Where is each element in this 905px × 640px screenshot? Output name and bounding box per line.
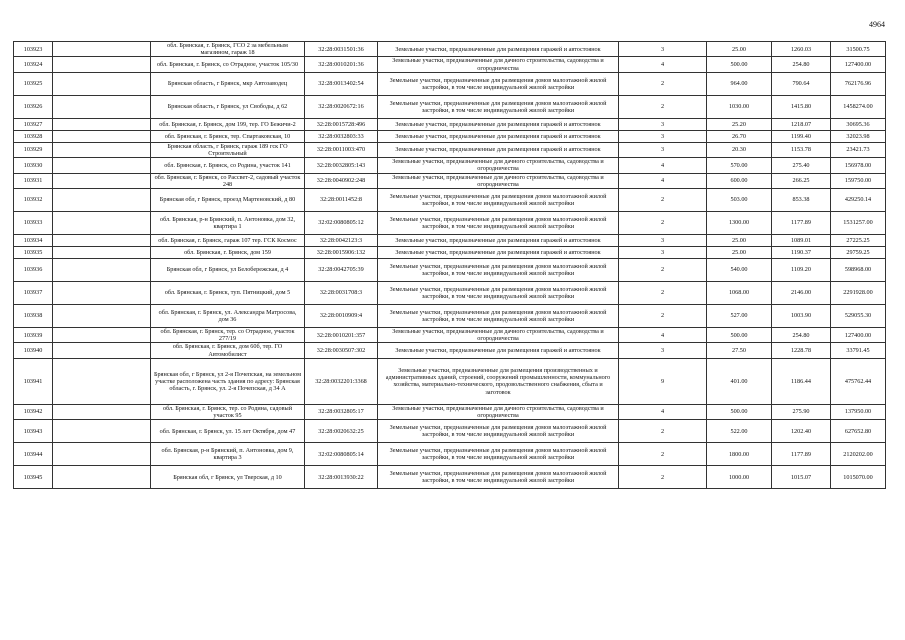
table-row bbox=[14, 42, 886, 57]
table-row bbox=[14, 158, 886, 173]
address-cell: обл. Брянская, г. Брянск, дом 159 bbox=[151, 247, 305, 259]
land-use-purpose-cell: Земельные участки, предназначенные для дачного строительства, садоводства и огородничества bbox=[378, 404, 619, 419]
group-number-cell: 2 bbox=[619, 189, 707, 212]
area-cell: 503.00 bbox=[707, 189, 772, 212]
address-cell: обл. Брянская, г. Брянск, со Родина, участок 141 bbox=[151, 158, 305, 173]
blank-cell bbox=[53, 57, 151, 72]
blank-cell bbox=[53, 95, 151, 118]
cadastral-value-cell: 27225.25 bbox=[831, 235, 886, 247]
area-cell: 20.30 bbox=[707, 142, 772, 157]
address-cell: Брянская область, г Брянск, ул Свободы, д 62 bbox=[151, 95, 305, 118]
group-number-cell: 2 bbox=[619, 420, 707, 443]
land-use-purpose-cell: Земельные участки, предназначенные для размещения домов малоэтажной жилой застройки, в том числе индивидуальной жилой застройки bbox=[378, 189, 619, 212]
group-number-cell: 2 bbox=[619, 443, 707, 466]
cadastral-value-cell: 429250.14 bbox=[831, 189, 886, 212]
blank-cell bbox=[53, 235, 151, 247]
cadastral-number-cell: 32:28:0032803:33 bbox=[305, 130, 378, 142]
group-number-cell: 4 bbox=[619, 158, 707, 173]
cadastral-number-cell: 32:28:0010201:357 bbox=[305, 328, 378, 343]
row-id: 103928 bbox=[14, 130, 53, 142]
cadastral-value-cell: 475762.44 bbox=[831, 358, 886, 404]
cadastral-value-cell: 29759.25 bbox=[831, 247, 886, 259]
specific-value-cell: 266.25 bbox=[772, 173, 831, 188]
specific-value-cell: 1218.07 bbox=[772, 118, 831, 130]
blank-cell bbox=[53, 158, 151, 173]
land-use-purpose-cell: Земельные участки, предназначенные для размещения домов малоэтажной жилой застройки, в том числе индивидуальной жилой застройки bbox=[378, 305, 619, 328]
area-cell: 27.50 bbox=[707, 343, 772, 358]
address-cell: Брянская обл, г Брянск, проезд Мартеновский, д 80 bbox=[151, 189, 305, 212]
area-cell: 401.00 bbox=[707, 358, 772, 404]
land-use-purpose-cell: Земельные участки, предназначенные для размещения домов малоэтажной жилой застройки, в том числе индивидуальной жилой застройки bbox=[378, 212, 619, 235]
group-number-cell: 3 bbox=[619, 235, 707, 247]
cadastral-value-cell: 2291928.00 bbox=[831, 282, 886, 305]
cadastral-number-cell: 32:28:0042705:39 bbox=[305, 259, 378, 282]
cadastral-number-cell: 32:28:0010909:4 bbox=[305, 305, 378, 328]
blank-cell bbox=[53, 142, 151, 157]
group-number-cell: 9 bbox=[619, 358, 707, 404]
cadastral-number-cell: 32:28:0013930:22 bbox=[305, 466, 378, 489]
land-use-purpose-cell: Земельные участки, предназначенные для дачного строительства, садоводства и огородничества bbox=[378, 173, 619, 188]
cadastral-value-cell: 159750.00 bbox=[831, 173, 886, 188]
group-number-cell: 2 bbox=[619, 95, 707, 118]
address-cell: обл. Брянская, г. Брянск, тер. со Отрадное, участок 277/19 bbox=[151, 328, 305, 343]
area-cell: 570.00 bbox=[707, 158, 772, 173]
table-row bbox=[14, 443, 886, 466]
group-number-cell: 4 bbox=[619, 328, 707, 343]
area-cell: 500.00 bbox=[707, 404, 772, 419]
area-cell: 25.00 bbox=[707, 235, 772, 247]
land-use-purpose-cell: Земельные участки, предназначенные для размещения домов малоэтажной жилой застройки, в том числе индивидуальной жилой застройки bbox=[378, 259, 619, 282]
blank-cell bbox=[53, 118, 151, 130]
row-id: 103944 bbox=[14, 443, 53, 466]
specific-value-cell: 1089.01 bbox=[772, 235, 831, 247]
land-use-purpose-cell: Земельные участки, предназначенные для размещения домов малоэтажной жилой застройки, в том числе индивидуальной жилой застройки bbox=[378, 443, 619, 466]
blank-cell bbox=[53, 282, 151, 305]
blank-cell bbox=[53, 343, 151, 358]
specific-value-cell: 1190.37 bbox=[772, 247, 831, 259]
address-cell: Брянская обл, г Брянск, ул Белобережская, д 4 bbox=[151, 259, 305, 282]
row-id: 103924 bbox=[14, 57, 53, 72]
specific-value-cell: 1177.89 bbox=[772, 443, 831, 466]
specific-value-cell: 254.80 bbox=[772, 328, 831, 343]
area-cell: 26.70 bbox=[707, 130, 772, 142]
cadastral-value-cell: 31500.75 bbox=[831, 42, 886, 57]
cadastral-number-cell: 32:28:0015906:132 bbox=[305, 247, 378, 259]
land-use-purpose-cell: Земельные участки, предназначенные для размещения домов малоэтажной жилой застройки, в том числе индивидуальной жилой застройки bbox=[378, 420, 619, 443]
table-row bbox=[14, 212, 886, 235]
address-cell: обл. Брянская, г. Брянск, гараж 107 тер. ГСК Космос bbox=[151, 235, 305, 247]
specific-value-cell: 1260.03 bbox=[772, 42, 831, 57]
address-cell: Брянская область, г Брянск, мкр Автозаводец bbox=[151, 72, 305, 95]
group-number-cell: 2 bbox=[619, 466, 707, 489]
blank-cell bbox=[53, 443, 151, 466]
blank-cell bbox=[53, 466, 151, 489]
cadastral-value-cell: 127400.00 bbox=[831, 328, 886, 343]
table-body bbox=[14, 42, 886, 489]
table-row bbox=[14, 189, 886, 212]
group-number-cell: 2 bbox=[619, 72, 707, 95]
land-use-purpose-cell: Земельные участки, предназначенные для размещения домов малоэтажной жилой застройки, в том числе индивидуальной жилой застройки bbox=[378, 95, 619, 118]
address-cell: Брянская область, г Брянск, гараж 189 гск ГО Строительный bbox=[151, 142, 305, 157]
group-number-cell: 3 bbox=[619, 142, 707, 157]
table-row bbox=[14, 282, 886, 305]
row-id: 103937 bbox=[14, 282, 53, 305]
specific-value-cell: 254.80 bbox=[772, 57, 831, 72]
table-row bbox=[14, 328, 886, 343]
group-number-cell: 4 bbox=[619, 173, 707, 188]
cadastral-value-cell: 529055.30 bbox=[831, 305, 886, 328]
blank-cell bbox=[53, 189, 151, 212]
area-cell: 25.20 bbox=[707, 118, 772, 130]
cadastral-value-cell: 2120202.00 bbox=[831, 443, 886, 466]
blank-cell bbox=[53, 259, 151, 282]
row-id: 103925 bbox=[14, 72, 53, 95]
specific-value-cell: 1415.80 bbox=[772, 95, 831, 118]
group-number-cell: 3 bbox=[619, 343, 707, 358]
area-cell: 1800.00 bbox=[707, 443, 772, 466]
address-cell: обл. Брянская, г. Брянск, дом 60б, тер. ГО Автомобилист bbox=[151, 343, 305, 358]
row-id: 103935 bbox=[14, 247, 53, 259]
blank-cell bbox=[53, 420, 151, 443]
area-cell: 1068.00 bbox=[707, 282, 772, 305]
table-row bbox=[14, 343, 886, 358]
cadastral-value-cell: 1015070.00 bbox=[831, 466, 886, 489]
cadastral-number-cell: 32:02:0080805:14 bbox=[305, 443, 378, 466]
cadastral-number-cell: 32:28:0020632:25 bbox=[305, 420, 378, 443]
row-id: 103932 bbox=[14, 189, 53, 212]
row-id: 103938 bbox=[14, 305, 53, 328]
address-cell: обл. Брянская, р-н Брянский, п. Антоновка, дом 32, квартира 1 bbox=[151, 212, 305, 235]
blank-cell bbox=[53, 328, 151, 343]
blank-cell bbox=[53, 42, 151, 57]
group-number-cell: 4 bbox=[619, 57, 707, 72]
specific-value-cell: 1003.90 bbox=[772, 305, 831, 328]
row-id: 103930 bbox=[14, 158, 53, 173]
address-cell: обл. Брянская, г. Брянск, ул. Александра Матросова, дом 36 bbox=[151, 305, 305, 328]
area-cell: 25.00 bbox=[707, 247, 772, 259]
blank-cell bbox=[53, 404, 151, 419]
specific-value-cell: 1177.89 bbox=[772, 212, 831, 235]
table-row bbox=[14, 358, 886, 404]
cadastral-value-cell: 1531257.00 bbox=[831, 212, 886, 235]
specific-value-cell: 1202.40 bbox=[772, 420, 831, 443]
area-cell: 1030.00 bbox=[707, 95, 772, 118]
cadastral-number-cell: 32:28:0040902:248 bbox=[305, 173, 378, 188]
specific-value-cell: 853.38 bbox=[772, 189, 831, 212]
cadastral-number-cell: 32:28:0032201:3368 bbox=[305, 358, 378, 404]
cadastral-number-cell: 32:28:0032805:17 bbox=[305, 404, 378, 419]
group-number-cell: 2 bbox=[619, 305, 707, 328]
land-use-purpose-cell: Земельные участки, предназначенные для размещения гаражей и автостоянок bbox=[378, 235, 619, 247]
cadastral-number-cell: 32:28:0013402:54 bbox=[305, 72, 378, 95]
land-use-purpose-cell: Земельные участки, предназначенные для размещения домов малоэтажной жилой застройки, в том числе индивидуальной жилой застройки bbox=[378, 282, 619, 305]
land-use-purpose-cell: Земельные участки, предназначенные для дачного строительства, садоводства и огородничества bbox=[378, 57, 619, 72]
cadastral-value-cell: 127400.00 bbox=[831, 57, 886, 72]
row-id: 103929 bbox=[14, 142, 53, 157]
group-number-cell: 2 bbox=[619, 212, 707, 235]
registry-table bbox=[13, 41, 886, 489]
row-id: 103945 bbox=[14, 466, 53, 489]
group-number-cell: 4 bbox=[619, 404, 707, 419]
row-id: 103942 bbox=[14, 404, 53, 419]
cadastral-value-cell: 762176.96 bbox=[831, 72, 886, 95]
table-row bbox=[14, 118, 886, 130]
row-id: 103926 bbox=[14, 95, 53, 118]
table-row bbox=[14, 420, 886, 443]
group-number-cell: 3 bbox=[619, 247, 707, 259]
table-row bbox=[14, 404, 886, 419]
specific-value-cell: 790.64 bbox=[772, 72, 831, 95]
land-use-purpose-cell: Земельные участки, предназначенные для размещения домов малоэтажной жилой застройки, в том числе индивидуальной жилой застройки bbox=[378, 72, 619, 95]
land-use-purpose-cell: Земельные участки, предназначенные для размещения гаражей и автостоянок bbox=[378, 247, 619, 259]
cadastral-value-cell: 33791.45 bbox=[831, 343, 886, 358]
row-id: 103941 bbox=[14, 358, 53, 404]
address-cell: обл. Брянская, г. Брянск, ул. 15 лет Октября, дом 47 bbox=[151, 420, 305, 443]
specific-value-cell: 275.40 bbox=[772, 158, 831, 173]
area-cell: 500.00 bbox=[707, 328, 772, 343]
address-cell: обл. Брянская, г. Брянск, со Рассвет-2, садовый участок 248 bbox=[151, 173, 305, 188]
cadastral-number-cell: 32:28:0010201:36 bbox=[305, 57, 378, 72]
cadastral-number-cell: 32:02:0080805:12 bbox=[305, 212, 378, 235]
land-use-purpose-cell: Земельные участки, предназначенные для размещения гаражей и автостоянок bbox=[378, 343, 619, 358]
blank-cell bbox=[53, 173, 151, 188]
blank-cell bbox=[53, 305, 151, 328]
area-cell: 600.00 bbox=[707, 173, 772, 188]
specific-value-cell: 1153.78 bbox=[772, 142, 831, 157]
group-number-cell: 3 bbox=[619, 130, 707, 142]
cadastral-value-cell: 137950.00 bbox=[831, 404, 886, 419]
blank-cell bbox=[53, 212, 151, 235]
table-row bbox=[14, 259, 886, 282]
table-row bbox=[14, 95, 886, 118]
area-cell: 964.00 bbox=[707, 72, 772, 95]
address-cell: обл. Брянская, р-н Брянский, п. Антоновка, дом 9, квартира 3 bbox=[151, 443, 305, 466]
area-cell: 1000.00 bbox=[707, 466, 772, 489]
row-id: 103933 bbox=[14, 212, 53, 235]
row-id: 103927 bbox=[14, 118, 53, 130]
land-use-purpose-cell: Земельные участки, предназначенные для дачного строительства, садоводства и огородничества bbox=[378, 328, 619, 343]
specific-value-cell: 1109.20 bbox=[772, 259, 831, 282]
page-number: 4964 bbox=[869, 20, 885, 29]
table-row bbox=[14, 142, 886, 157]
cadastral-number-cell: 32:28:0042123:3 bbox=[305, 235, 378, 247]
specific-value-cell: 1228.78 bbox=[772, 343, 831, 358]
row-id: 103940 bbox=[14, 343, 53, 358]
area-cell: 500.00 bbox=[707, 57, 772, 72]
land-use-purpose-cell: Земельные участки, предназначенные для размещения гаражей и автостоянок bbox=[378, 130, 619, 142]
area-cell: 527.00 bbox=[707, 305, 772, 328]
address-cell: обл. Брянская, г. Брянск, тер. Спартаковская, 10 bbox=[151, 130, 305, 142]
address-cell: обл. Брянская, г. Брянск, ГСО 2 за мебельным магазином, гараж 18 bbox=[151, 42, 305, 57]
row-id: 103923 bbox=[14, 42, 53, 57]
address-cell: обл. Брянская, г. Брянск, со Отрадное, участок 105/30 bbox=[151, 57, 305, 72]
cadastral-number-cell: 32:28:0032805:143 bbox=[305, 158, 378, 173]
table-row bbox=[14, 130, 886, 142]
row-id: 103939 bbox=[14, 328, 53, 343]
row-id: 103943 bbox=[14, 420, 53, 443]
cadastral-number-cell: 32:28:0011452:8 bbox=[305, 189, 378, 212]
cadastral-number-cell: 32:28:0031708:3 bbox=[305, 282, 378, 305]
land-use-purpose-cell: Земельные участки, предназначенные для размещения гаражей и автостоянок bbox=[378, 42, 619, 57]
group-number-cell: 3 bbox=[619, 118, 707, 130]
address-cell: обл. Брянская, г. Брянск, дом 199, тер. ГО Бежичи-2 bbox=[151, 118, 305, 130]
area-cell: 522.00 bbox=[707, 420, 772, 443]
address-cell: Брянская обл, г Брянск, ул Тверская, д 10 bbox=[151, 466, 305, 489]
cadastral-value-cell: 23421.73 bbox=[831, 142, 886, 157]
table-row bbox=[14, 466, 886, 489]
table-row bbox=[14, 57, 886, 72]
blank-cell bbox=[53, 72, 151, 95]
cadastral-value-cell: 156978.00 bbox=[831, 158, 886, 173]
row-id: 103931 bbox=[14, 173, 53, 188]
area-cell: 540.00 bbox=[707, 259, 772, 282]
blank-cell bbox=[53, 358, 151, 404]
group-number-cell: 2 bbox=[619, 282, 707, 305]
address-cell: Брянская обл, г Брянск, ул 2-я Почепская, на земельном участке расположена часть здания по адресу: Брянская область, г. Брянск, ул. 2-я Почепская, д 34 А bbox=[151, 358, 305, 404]
table-row bbox=[14, 247, 886, 259]
table-row bbox=[14, 173, 886, 188]
table-row bbox=[14, 235, 886, 247]
specific-value-cell: 1186.44 bbox=[772, 358, 831, 404]
cadastral-number-cell: 32:28:0030507:302 bbox=[305, 343, 378, 358]
land-use-purpose-cell: Земельные участки, предназначенные для размещения домов малоэтажной жилой застройки, в том числе индивидуальной жилой застройки bbox=[378, 466, 619, 489]
row-id: 103936 bbox=[14, 259, 53, 282]
specific-value-cell: 1015.07 bbox=[772, 466, 831, 489]
group-number-cell: 3 bbox=[619, 42, 707, 57]
cadastral-number-cell: 32:28:0015728:496 bbox=[305, 118, 378, 130]
blank-cell bbox=[53, 247, 151, 259]
address-cell: обл. Брянская, г. Брянск, тер. со Родина, садовый участок 95 bbox=[151, 404, 305, 419]
cadastral-value-cell: 627652.80 bbox=[831, 420, 886, 443]
land-use-purpose-cell: Земельные участки, предназначенные для размещения гаражей и автостоянок bbox=[378, 118, 619, 130]
cadastral-number-cell: 32:28:0011003:470 bbox=[305, 142, 378, 157]
cadastral-number-cell: 32:28:0031501:36 bbox=[305, 42, 378, 57]
group-number-cell: 2 bbox=[619, 259, 707, 282]
land-use-purpose-cell: Земельные участки, предназначенные для дачного строительства, садоводства и огородничества bbox=[378, 158, 619, 173]
cadastral-value-cell: 1458274.00 bbox=[831, 95, 886, 118]
blank-cell bbox=[53, 130, 151, 142]
address-cell: обл. Брянская, г. Брянск, туп. Пятницкий, дом 5 bbox=[151, 282, 305, 305]
table-row bbox=[14, 305, 886, 328]
area-cell: 25.00 bbox=[707, 42, 772, 57]
specific-value-cell: 1199.40 bbox=[772, 130, 831, 142]
land-use-purpose-cell: Земельные участки, предназначенные для размещения производственных и административных зданий, строений, сооружений промышленности, коммунального хозяйства, материально-технического, продовольственного снабжения, сбыта и заготовок bbox=[378, 358, 619, 404]
cadastral-value-cell: 32023.98 bbox=[831, 130, 886, 142]
cadastral-number-cell: 32:28:0020672:16 bbox=[305, 95, 378, 118]
specific-value-cell: 275.90 bbox=[772, 404, 831, 419]
specific-value-cell: 2146.00 bbox=[772, 282, 831, 305]
cadastral-value-cell: 30695.36 bbox=[831, 118, 886, 130]
table-row bbox=[14, 72, 886, 95]
area-cell: 1300.00 bbox=[707, 212, 772, 235]
row-id: 103934 bbox=[14, 235, 53, 247]
cadastral-value-cell: 598968.00 bbox=[831, 259, 886, 282]
land-use-purpose-cell: Земельные участки, предназначенные для размещения гаражей и автостоянок bbox=[378, 142, 619, 157]
